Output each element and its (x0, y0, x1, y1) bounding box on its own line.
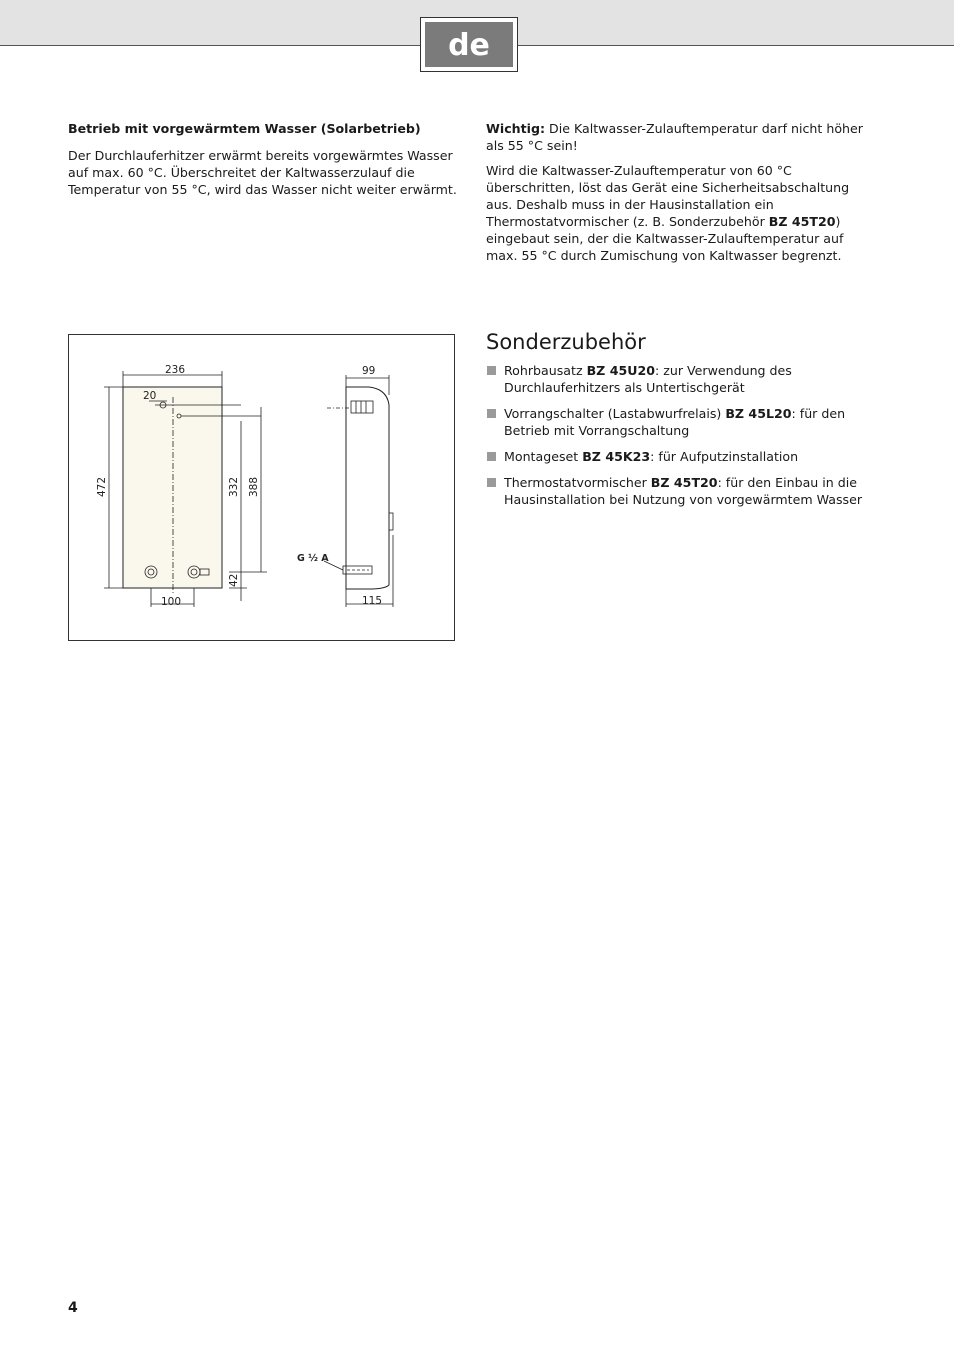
dim-388: 388 (248, 476, 260, 497)
important-label: Wichtig: (486, 121, 546, 136)
safety-code: BZ 45T20 (768, 214, 836, 229)
important-text: Die Kaltwasser-Zulauftemperatur darf nicht höher als 55 °C sein! (486, 121, 863, 153)
bullet-icon (487, 409, 496, 418)
list-item (486, 405, 886, 439)
list-item (486, 448, 886, 465)
dim-depth2: 115 (362, 595, 383, 607)
dim-332: 332 (228, 476, 240, 497)
item-text: : für den Betrieb mit Vorrangschaltung (504, 406, 846, 438)
dim-spacing: 100 (161, 596, 182, 608)
item-code: BZ 45T20 (650, 475, 718, 490)
item-text: Rohrbausatz (504, 363, 587, 378)
dim-thread: G ½ A (297, 553, 329, 564)
item-text: Montageset (504, 449, 583, 464)
dimension-drawing-svg (69, 335, 456, 642)
dim-height: 472 (96, 476, 108, 497)
dimension-drawing (68, 334, 455, 641)
solar-operation-paragraph: Der Durchlauferhitzer erwärmt bereits vorgewärmtes Wasser auf max. 60 °C. Überschreitet der Kaltwasserzulauf die Temperatur von 55 °C, wird das Wasser nicht weiter erwärmt. (68, 148, 457, 197)
solar-operation-section (68, 120, 458, 198)
list-item (486, 474, 886, 508)
accessories-title: Sonderzubehör (486, 330, 646, 354)
item-code: BZ 45U20 (586, 363, 655, 378)
item-text: : für Aufputzinstallation (650, 449, 799, 464)
bullet-icon (487, 452, 496, 461)
bullet-icon (487, 366, 496, 375)
dim-width: 236 (165, 364, 186, 376)
dim-42: 42 (228, 573, 240, 587)
language-tag (420, 17, 518, 72)
list-item (486, 362, 886, 396)
item-code: BZ 45L20 (725, 406, 792, 421)
solar-operation-heading: Betrieb mit vorgewärmtem Wasser (Solarbetrieb) (68, 121, 421, 136)
important-section (486, 120, 876, 264)
important-note (486, 120, 876, 154)
item-text: Vorrangschalter (Lastabwurfrelais) (504, 406, 726, 421)
dim-depth: 99 (362, 365, 376, 377)
safety-text-b: ) eingebaut sein, der die Kaltwasser-Zulauftemperatur auf max. 55 °C durch Zumischung von Kaltwasser begrenzt. (486, 214, 844, 263)
item-text: : für den Einbau in die Hausinstallation bei Nutzung von vorgewärmtem Wasser (504, 475, 863, 507)
item-code: BZ 45K23 (582, 449, 651, 464)
bullet-icon (487, 478, 496, 487)
accessories-list (486, 362, 886, 517)
language-tag-label: de (425, 22, 513, 67)
dim-offset: 20 (143, 390, 157, 402)
page-number: 4 (68, 1300, 78, 1316)
safety-paragraph (486, 162, 876, 264)
item-text: Thermostatvormischer (504, 475, 651, 490)
item-text: : zur Verwendung des Durchlauferhitzers als Untertischgerät (504, 363, 792, 395)
safety-text-a: Wird die Kaltwasser-Zulauftemperatur von 60 °C überschritten, löst das Gerät eine Sicherheitsabschaltung aus. Deshalb muss in der Hausinstallation ein Thermostatvormischer (z. B. Sonderzubehör (486, 163, 850, 229)
